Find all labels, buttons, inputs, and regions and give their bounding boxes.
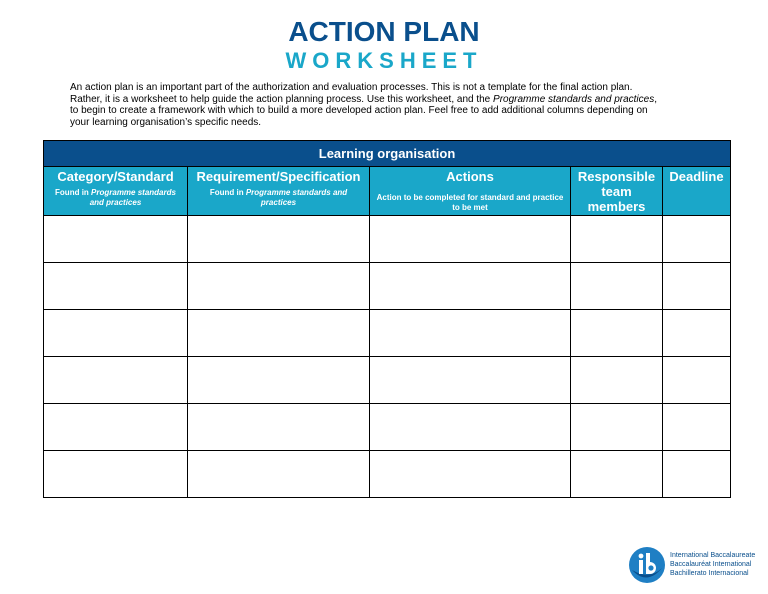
column-header-actions: [370, 167, 571, 216]
table-cell-responsible[interactable]: [571, 216, 663, 263]
column-header-deadline: [663, 167, 731, 216]
table-cell-deadline[interactable]: [663, 404, 731, 451]
table-cell-requirement[interactable]: [188, 357, 370, 404]
intro-line-2-start: Rather, it is a worksheet to help guide the action planning process. Use this worksheet, and the: [70, 93, 494, 105]
table-cell-actions[interactable]: [370, 310, 571, 357]
table-cell-deadline[interactable]: [663, 357, 731, 404]
table-cell-requirement[interactable]: [188, 263, 370, 310]
intro-line-4: your learning organisation’s specific needs.: [70, 116, 262, 128]
column-header-responsible: [571, 167, 663, 216]
column-header-requirement: [188, 167, 370, 216]
table-cell-responsible[interactable]: [571, 451, 663, 498]
column-subheading-category-prefix: Found in: [55, 188, 92, 197]
table-cell-responsible[interactable]: [571, 404, 663, 451]
table-cell-actions[interactable]: [370, 357, 571, 404]
intro-line-2: [70, 94, 710, 106]
column-subheading-category: [44, 188, 187, 208]
ib-logo-icon: [628, 546, 666, 584]
table-cell-category[interactable]: [44, 263, 188, 310]
table-cell-category[interactable]: [44, 310, 188, 357]
ib-logo-text: [670, 551, 755, 578]
ib-logo: [628, 546, 764, 586]
table-cell-requirement[interactable]: [188, 451, 370, 498]
table-cell-requirement[interactable]: [188, 310, 370, 357]
table-row: [44, 263, 731, 310]
table-cell-actions[interactable]: [370, 451, 571, 498]
column-heading-deadline: Deadline: [669, 169, 724, 184]
column-header-category: [44, 167, 188, 216]
column-heading-responsible: Responsible team members: [577, 169, 656, 214]
table-cell-actions[interactable]: [370, 404, 571, 451]
table-row: [44, 310, 731, 357]
intro-line-3: to begin to create a framework with which to build a more developed action plan. Feel free to add additional columns depending on: [70, 105, 648, 116]
column-subheading-actions: Action to be completed for standard and practice to be met: [376, 193, 564, 212]
table-cell-deadline[interactable]: [663, 263, 731, 310]
column-subheading-category-emphasis: Programme standards and practices: [89, 188, 176, 207]
table-cell-actions[interactable]: [370, 263, 571, 310]
table-cell-responsible[interactable]: [571, 263, 663, 310]
column-subheading-requirement-emphasis: Programme standards and practices: [245, 188, 348, 207]
column-heading-category: Category/Standard: [57, 169, 174, 184]
table-row: [44, 357, 731, 404]
table-row: [44, 451, 731, 498]
table-cell-deadline[interactable]: [663, 216, 731, 263]
table-banner: Learning organisation: [44, 141, 731, 167]
column-heading-actions: Actions: [446, 169, 494, 184]
ib-logo-line-2: Baccalauréat International: [670, 561, 752, 568]
table-cell-category[interactable]: [44, 216, 188, 263]
intro-line-1: An action plan is an important part of the authorization and evaluation processes. This is not a template for the final action plan.: [70, 82, 633, 93]
page-subtitle: WORKSHEET: [285, 48, 483, 73]
action-plan-table: [43, 140, 731, 498]
column-subheading-requirement: [188, 188, 369, 208]
table-cell-category[interactable]: [44, 451, 188, 498]
ib-logo-line-1: International Baccalaureate: [670, 552, 756, 559]
table-cell-deadline[interactable]: [663, 310, 731, 357]
table-cell-requirement[interactable]: [188, 216, 370, 263]
table-cell-requirement[interactable]: [188, 404, 370, 451]
intro-line-2-end: ,: [654, 93, 657, 105]
table-cell-responsible[interactable]: [571, 310, 663, 357]
ib-logo-line-3: Bachillerato Internacional: [670, 570, 749, 577]
table-cell-actions[interactable]: [370, 216, 571, 263]
table-cell-category[interactable]: [44, 404, 188, 451]
table-row: [44, 404, 731, 451]
intro-paragraph: [70, 82, 710, 128]
column-heading-requirement: Requirement/Specification: [196, 169, 361, 184]
table-cell-category[interactable]: [44, 357, 188, 404]
intro-line-2-emphasis: Programme standards and practices: [493, 93, 655, 105]
table-row: [44, 216, 731, 263]
page-title: ACTION PLAN: [288, 16, 480, 47]
table-cell-deadline[interactable]: [663, 451, 731, 498]
column-subheading-requirement-prefix: Found in: [209, 188, 246, 197]
table-cell-responsible[interactable]: [571, 357, 663, 404]
